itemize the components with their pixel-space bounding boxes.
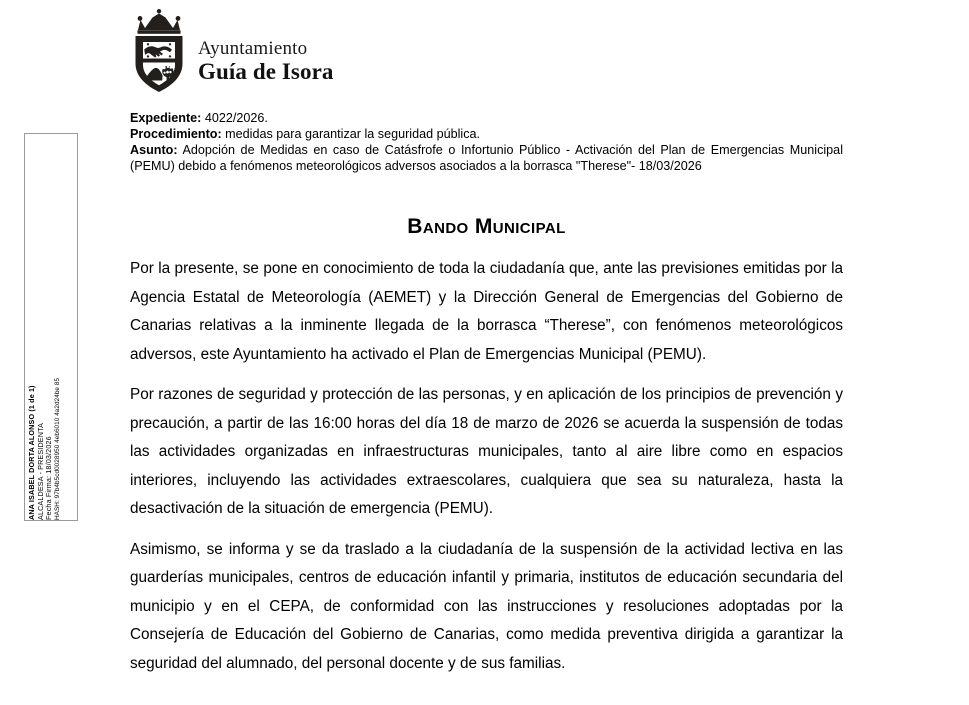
meta-row-procedimiento: [130, 126, 843, 142]
asunto-label: Asunto:: [130, 143, 178, 157]
document-body: [130, 255, 843, 690]
procedimiento-value: medidas para garantizar la seguridad pública.: [225, 127, 480, 141]
electronic-signature-box: [24, 133, 78, 521]
document-metadata: [130, 110, 843, 174]
body-paragraph-1: Por la presente, se pone en conocimiento de toda la ciudadanía que, ante las previsiones emitidas por la Agencia Estatal de Meteorología (AEMET) y la Dirección General de Emergencias del Gobierno de Canarias relativas a la inminente llegada de la borrasca “Therese”, con fenómenos meteorológicos adversos, este Ayuntamiento ha activado el Plan de Emergencias Municipal (PEMU).: [130, 260, 843, 363]
meta-row-asunto: [130, 142, 843, 174]
coat-of-arms-crown-shield-handshake-tree-icon: [130, 6, 188, 94]
signature-hash: HASH: 97b4b5cd0028950 4eb6010 4a2d24be 85: [53, 377, 61, 520]
procedimiento-label: Procedimiento:: [130, 127, 222, 141]
signature-signer-name: ANA ISABEL DORTA ALONSO (1 de 1): [27, 385, 36, 520]
expediente-label: Expediente:: [130, 111, 202, 125]
signature-date: Fecha Firma: 18/03/2026: [44, 436, 54, 520]
asunto-value: Adopción de Medidas en caso de Catásfrofe o Infortunio Público - Activación del Plan de Emergencias Municipal (PEMU) debido a fenómenos meteorológicos adversos asociados a la borrasca "Therese"- 18/03/2026: [130, 143, 843, 173]
signature-rotated-text: [25, 134, 79, 522]
organization-name: [198, 16, 333, 84]
signature-signer-role: ALCALDESA - PRESIDENTA: [35, 422, 45, 520]
body-paragraph-3: Asimismo, se informa y se da traslado a la ciudadanía de la suspensión de la actividad lectiva en las guarderías municipales, centros de educación infantil y primaria, institutos de educación secundaria del municipio y en el CEPA, de conformidad con las instrucciones y resoluciones adoptadas por la Consejería de Educación del Gobierno de Canarias, como medida preventiva dirigida a garantizar la seguridad del alumnado, del personal docente y de sus familias.: [130, 540, 843, 672]
meta-row-expediente: [130, 110, 843, 126]
body-paragraph-2: Por razones de seguridad y protección de las personas, y en aplicación de los principios de prevención y precaución, a partir de las 16:00 horas del día 18 de marzo de 2026 se acuerda la suspensión de todas las actividades organizadas en infraestructuras municipales, tanto al aire libre como en espacios interiores, incluyendo las actividades extraescolares, cualquiera que sea su naturaleza, hasta la desactivación de la situación de emergencia (PEMU).: [130, 386, 843, 517]
expediente-value: 4022/2026.: [204, 111, 268, 125]
page-title: Bando Municipal: [407, 215, 566, 238]
org-line-municipality: Guía de Isora: [198, 59, 334, 84]
org-line-ayuntamiento: Ayuntamiento: [198, 38, 308, 59]
letterhead: [130, 6, 333, 94]
